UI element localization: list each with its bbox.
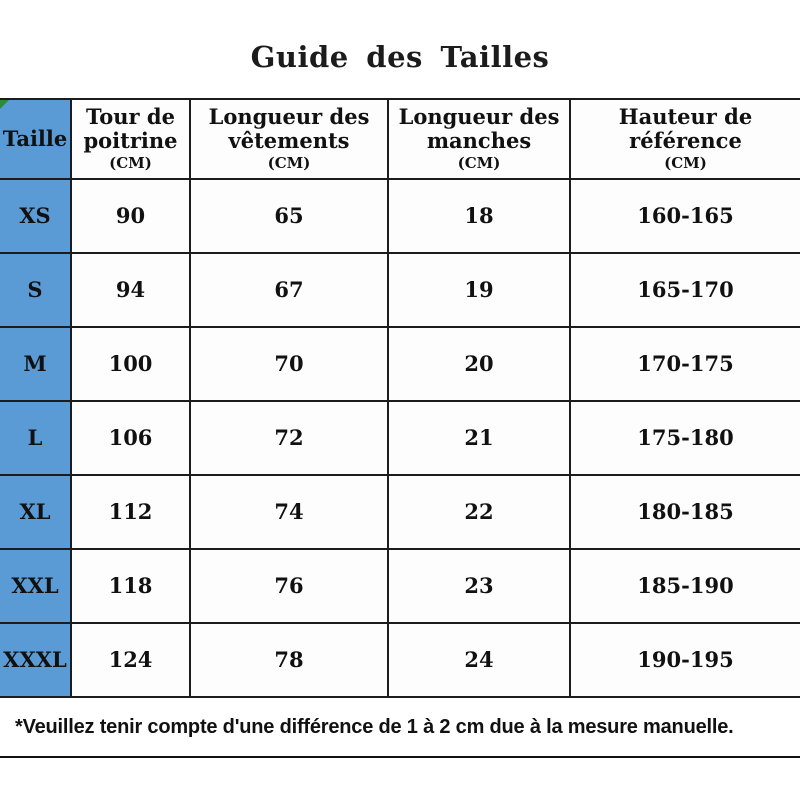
garment-length-cell: 74 [190,475,388,549]
chest-cell: 106 [71,401,190,475]
table-row [0,401,800,475]
column-header-unit: (CM) [664,154,707,173]
table-row [0,253,800,327]
garment-length-cell: 67 [190,253,388,327]
table-header-row [0,99,800,179]
column-header-unit: (CM) [109,154,152,173]
reference-height-cell: 190-195 [570,623,800,697]
size-guide-table [0,98,800,698]
chest-cell: 112 [71,475,190,549]
sleeve-length-cell: 18 [388,179,570,253]
cell-corner-flag-icon [0,100,9,109]
garment-length-cell: 72 [190,401,388,475]
reference-height-cell: 175-180 [570,401,800,475]
column-header-label: Taille [2,126,68,152]
garment-length-cell: 76 [190,549,388,623]
size-cell: XXXL [0,623,71,697]
sleeve-length-cell: 22 [388,475,570,549]
chest-cell: 94 [71,253,190,327]
sleeve-length-cell: 23 [388,549,570,623]
garment-length-cell: 70 [190,327,388,401]
table-row [0,623,800,697]
chest-cell: 100 [71,327,190,401]
size-cell: XXL [0,549,71,623]
table-row [0,475,800,549]
size-cell: S [0,253,71,327]
size-cell: L [0,401,71,475]
reference-height-cell: 170-175 [570,327,800,401]
table-row [0,549,800,623]
chest-cell: 124 [71,623,190,697]
sleeve-length-cell: 24 [388,623,570,697]
column-header-sleeve-length [388,99,570,179]
column-header-label: Tour de poitrine [83,104,178,154]
reference-height-cell: 185-190 [570,549,800,623]
column-header-unit: (CM) [267,154,311,173]
size-cell: M [0,327,71,401]
page-title: Guide des Tailles [250,40,550,74]
column-header-unit: (CM) [457,154,501,173]
column-header-taille [0,99,71,179]
column-header-chest [71,99,190,179]
table-row [0,327,800,401]
reference-height-cell: 180-185 [570,475,800,549]
table-row [0,179,800,253]
reference-height-cell: 165-170 [570,253,800,327]
sleeve-length-cell: 19 [388,253,570,327]
bottom-divider [0,756,800,758]
reference-height-cell: 160-165 [570,179,800,253]
column-header-reference-height [570,99,800,179]
sleeve-length-cell: 20 [388,327,570,401]
garment-length-cell: 78 [190,623,388,697]
sleeve-length-cell: 21 [388,401,570,475]
measurement-disclaimer-note: *Veuillez tenir compte d'une différence de 1 à 2 cm due à la mesure manuelle. [15,715,734,738]
size-cell: XL [0,475,71,549]
column-header-label: Hauteur de référence [618,104,753,154]
garment-length-cell: 65 [190,179,388,253]
size-cell: XS [0,179,71,253]
column-header-label: Longueur des vêtements [208,104,370,154]
chest-cell: 118 [71,549,190,623]
chest-cell: 90 [71,179,190,253]
column-header-label: Longueur des manches [398,104,560,154]
column-header-garment-length [190,99,388,179]
